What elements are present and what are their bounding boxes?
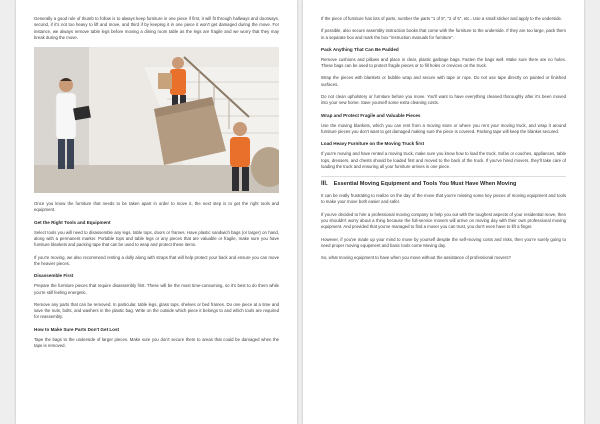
left-page-content: [34, 16, 279, 355]
paragraph: Generally a good rule of thumb to follow is to always keep furniture in one piece if first, it will fit through hallways and doorways, second, if it's not too heavy to lift and move, and third if by keeping it in one piece it won't get damaged during the move. For instance, we always remove table legs before moving a dining room table as the legs are fragile and we worry that they may break during the move.: [34, 16, 279, 40]
right-page: [303, 0, 584, 424]
paragraph: It can be really frustrating to realize on the day of the move that you're missing some key pieces of moving equipment and tools to make your move both easier and safer.: [321, 193, 566, 205]
paragraph: Select tools you will need to disassemble any legs, table tops, doors or frames. Have plastic sandwich bags (or larger) on hand, along with a permanent marker. Portable tops and table legs or any pieces that are valuable or fragile, make sure you have furniture blankets and packing tape that can be used to wrap and protect these items.: [34, 229, 279, 248]
section-heading: Pack Anything That Can Be Padded: [321, 46, 399, 52]
paragraph: Tape the bags to the underside of larger pieces. Make sure you don't secure them to areas that could be damaged when the tape is removed.: [34, 336, 279, 349]
paragraph: So, what moving equipment to have when you move without the assistance of professional movers?: [321, 255, 511, 261]
section-heading: Wrap and Protect Fragile and Valuable Pieces: [321, 112, 421, 118]
paragraph: If you're moving, we also recommend renting a dolly along with straps that will help protect your back and ensure you can move the heavier pieces.: [34, 254, 279, 266]
section-heading: How to Make Sure Parts Don't Get Lost: [34, 326, 120, 332]
chapter-number: III.: [321, 181, 328, 188]
paragraph: If the piece of furniture has lots of parts, number the parts "1 of 5", "2 of 5", etc.. Use a small sticker and apply to the underside.: [321, 16, 563, 21]
movers-photo-illustration: [34, 47, 279, 193]
paragraph: Once you know the furniture that needs to be taken apart in order to move it, the next step is to get the right tools and equipment.: [34, 201, 279, 213]
paragraph: Do not clean upholstery or furniture before you move. You'll want to have everything cleaned thoroughly after it's been moved into your new home. Save yourself some extra cleaning costs.: [321, 94, 566, 106]
section-heading: Get the Right Tools and Equipment: [34, 219, 111, 225]
right-page-content: [321, 16, 566, 268]
paragraph: Use the moving blankets, which you can rent from a moving store or where you rent your moving truck, and wrap it around furniture pieces you don't want to get damaged making sure the piece is covered. Packing tape will keep the blanket secured.: [321, 122, 566, 134]
paragraph: However, if you've made up your mind to move by yourself despite the self-moving costs and risks, then you're surely going to need proper moving equipment and basic tools come Moving day.: [321, 236, 566, 248]
paragraph: If you're moving and have rented a moving truck, make sure you know how to load the truck. Sofas or couches, appliances, table tops, dressers, and chests should be loaded first and moved to the back of the truck. If you've hired movers, they'll take care of loading the truck and ensuring all your furniture arrives in one piece.: [321, 151, 566, 169]
movers-photo: [34, 47, 279, 193]
left-page: [16, 0, 297, 424]
paragraph: If possible, also secure assembly instruction books that come with the furniture to the underside. If they are too large, pack them in a separate box and mark the box "instruction manuals for furniture".: [321, 28, 566, 40]
section-heading: Load Heavy Furniture on the Moving Truck first: [321, 141, 425, 147]
paragraph: Remove cushions and pillows and place in clear, plastic garbage bags. Fasten the bags well. Make sure there are no holes. These bags can be used to protect fragile pieces or to fill holes or crevices on the truck.: [321, 56, 566, 69]
paragraph: Prepare the furniture pieces that require disassembly first. These will be the most time-consuming, so it's best to do them while you're still feeling energetic.: [34, 283, 279, 295]
paragraph: Wrap the pieces with blankets or bubble wrap and secure with tape or rope. Do not use tape directly on painted or finished surfaces.: [321, 75, 566, 87]
chapter-title: Essential Moving Equipment and Tools You Must Have When Moving: [333, 181, 517, 188]
section-heading: Disassemble First: [34, 273, 74, 279]
paragraph: If you've decided to hire a professional moving company to help you out with the toughest aspects of your residential move, then you shouldn't worry about a thing because the full-service movers will arrive on moving day with their own professional moving equipment. And provided that you've managed to find a mover you can trust, you don't even have to lift a finger.: [321, 211, 566, 230]
paragraph: Remove any parts that can be removed. In particular, table legs, glass tops, shelves or bed frames. Do one piece at a time and save the nuts, bolts, and washers in the plastic bag. Write on the outside which piece it belongs to and which tools are required for reassembly.: [34, 301, 279, 320]
chapter-heading: [321, 176, 566, 187]
